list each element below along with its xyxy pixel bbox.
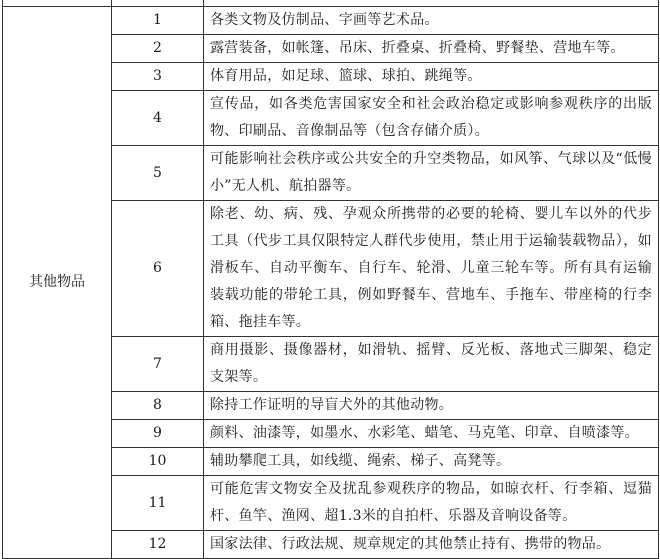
item-description: 可能影响社会秩序或公共安全的升空类物品，如风筝、气球以及“低慢小”无人机、航拍器等。: [204, 146, 659, 201]
prohibited-items-table: [2, 0, 659, 559]
item-number: 8: [112, 392, 204, 420]
item-number: 5: [112, 146, 204, 201]
item-number: 7: [112, 337, 204, 392]
item-number: 9: [112, 420, 204, 448]
item-number: 3: [112, 63, 204, 91]
item-number: 2: [112, 35, 204, 63]
item-description: 各类文物及仿制品、字画等艺术品。: [204, 7, 659, 35]
item-number: 11: [112, 476, 204, 531]
item-number: 4: [112, 91, 204, 146]
item-number: 12: [112, 531, 204, 559]
item-description: 国家法律、行政法规、规章规定的其他禁止持有、携带的物品。: [204, 531, 659, 559]
item-description: 商用摄影、摄像器材，如滑轨、摇臂、反光板、落地式三脚架、稳定支架等。: [204, 337, 659, 392]
item-description: 体育用品，如足球、篮球、球拍、跳绳等。: [204, 63, 659, 91]
item-description: 除老、幼、病、残、孕观众所携带的必要的轮椅、婴儿车以外的代步工具（代步工具仅限特定人群代步使用，禁止用于运输装载物品），如滑板车、自动平衡车、自行车、轮滑、儿童三轮车等。所有具有运输装载功能的带轮工具，例如野餐车、营地车、手拖车、带座椅的行李箱、拖挂车等。: [204, 201, 659, 337]
item-description: 宣传品，如各类危害国家安全和社会政治稳定或影响参观秩序的出版物、印刷品、音像制品等（包含存储介质）。: [204, 91, 659, 146]
item-number: 1: [112, 7, 204, 35]
item-description: 露营装备，如帐篷、吊床、折叠桌、折叠椅、野餐垫、营地车等。: [204, 35, 659, 63]
table-row: [3, 7, 659, 35]
item-number: 6: [112, 201, 204, 337]
category-cell: 其他物品: [3, 7, 112, 559]
item-number: 10: [112, 448, 204, 476]
item-description: 辅助攀爬工具，如线缆、绳索、梯子、高凳等。: [204, 448, 659, 476]
item-description: 颜料、油漆等，如墨水、水彩笔、蜡笔、马克笔、印章、自喷漆等。: [204, 420, 659, 448]
item-description: 除持工作证明的导盲犬外的其他动物。: [204, 392, 659, 420]
prohibited-items-table-page: [2, 0, 658, 550]
item-description: 可能危害文物安全及扰乱参观秩序的物品，如晾衣杆、行李箱、逗猫杆、鱼竿、渔网、超1.3米的自拍杆、乐器及音响设备等。: [204, 476, 659, 531]
